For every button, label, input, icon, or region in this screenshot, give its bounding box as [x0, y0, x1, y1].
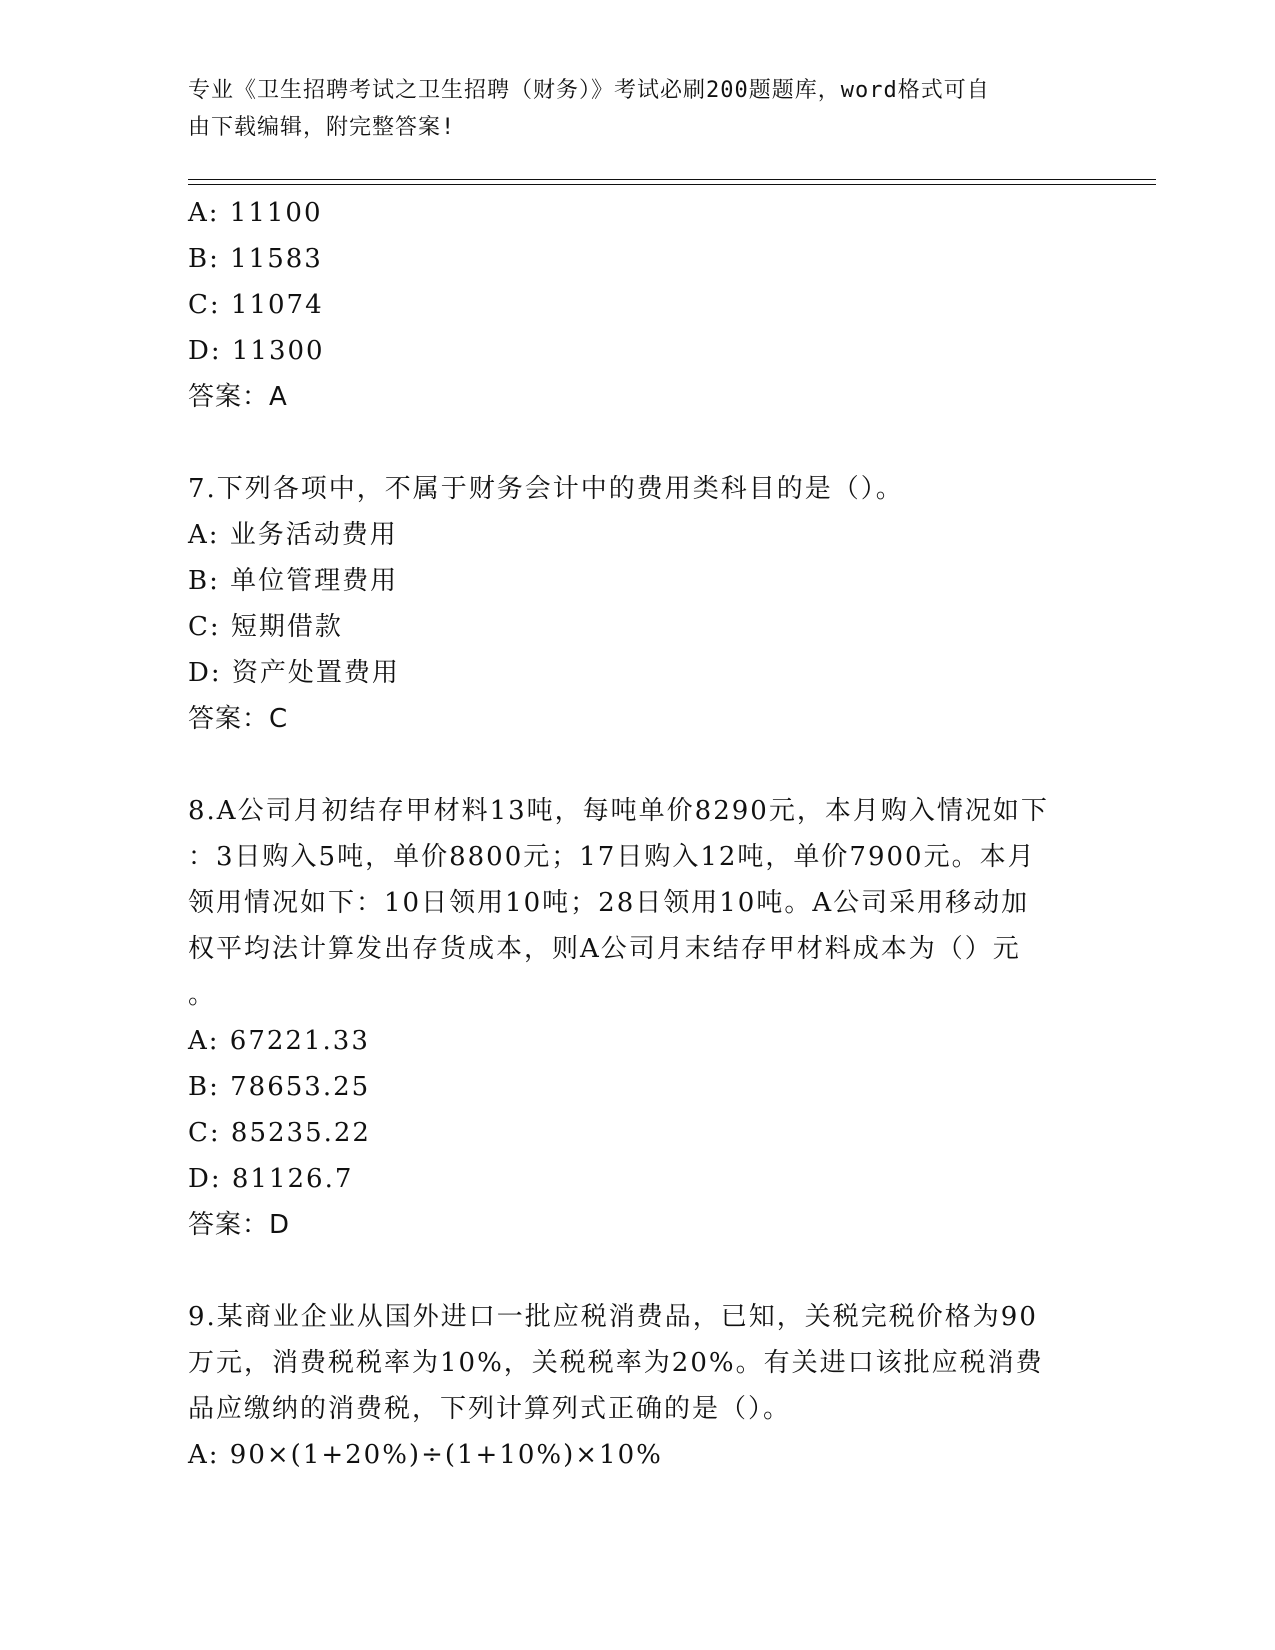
- spacer: [188, 420, 1088, 466]
- option-c: C: 短期借款: [188, 612, 343, 642]
- option-c: C: 11074: [188, 290, 324, 320]
- question-text: 。: [188, 980, 217, 1010]
- question-text: 7.下列各项中，不属于财务会计中的费用类科目的是（）。: [188, 474, 904, 504]
- question-content: [188, 190, 1088, 1478]
- question-text: ：3日购入5吨，单价8800元；17日购入12吨，单价7900元。本月: [188, 842, 1036, 872]
- option-a: A: 90×(1+20%)÷(1+10%)×10%: [188, 1440, 663, 1470]
- option-b: B: 11583: [188, 244, 323, 274]
- question-6: [188, 190, 1088, 420]
- question-text: 9.某商业企业从国外进口一批应税消费品，已知，关税完税价格为90: [188, 1302, 1038, 1332]
- option-d: D: 资产处置费用: [188, 658, 400, 688]
- option-a: A: 11100: [188, 198, 323, 228]
- option-d: D: 81126.7: [188, 1164, 354, 1194]
- answer-line: 答案：D: [188, 1210, 291, 1240]
- spacer: [188, 1248, 1088, 1294]
- question-text: 万元，消费税税率为10%，关税税率为20%。有关进口该批应税消费: [188, 1348, 1044, 1378]
- option-d: D: 11300: [188, 336, 325, 366]
- option-c: C: 85235.22: [188, 1118, 371, 1148]
- question-text: 8.A公司月初结存甲材料13吨，每吨单价8290元，本月购入情况如下: [188, 796, 1049, 826]
- document-header: [188, 72, 1078, 146]
- answer-line: 答案：C: [188, 704, 289, 734]
- question-7: [188, 466, 1088, 742]
- answer-line: 答案：A: [188, 382, 288, 412]
- question-9: [188, 1294, 1088, 1478]
- option-a: A: 67221.33: [188, 1026, 370, 1056]
- question-text: 权平均法计算发出存货成本，则A公司月末结存甲材料成本为（）元: [188, 934, 1021, 964]
- spacer: [188, 742, 1088, 788]
- question-text: 领用情况如下：10日领用10吨；28日领用10吨。A公司采用移动加: [188, 888, 1030, 918]
- header-rule-top: [188, 179, 1156, 180]
- question-text: 品应缴纳的消费税，下列计算列式正确的是（）。: [188, 1394, 792, 1424]
- header-line-1: 专业《卫生招聘考试之卫生招聘（财务）》考试必刷200题题库，word格式可自: [188, 78, 990, 103]
- option-b: B: 单位管理费用: [188, 566, 399, 596]
- question-8: [188, 788, 1088, 1248]
- option-a: A: 业务活动费用: [188, 520, 398, 550]
- header-line-2: 由下载编辑，附完整答案!: [188, 115, 456, 140]
- option-b: B: 78653.25: [188, 1072, 371, 1102]
- header-rule-bottom: [188, 184, 1156, 185]
